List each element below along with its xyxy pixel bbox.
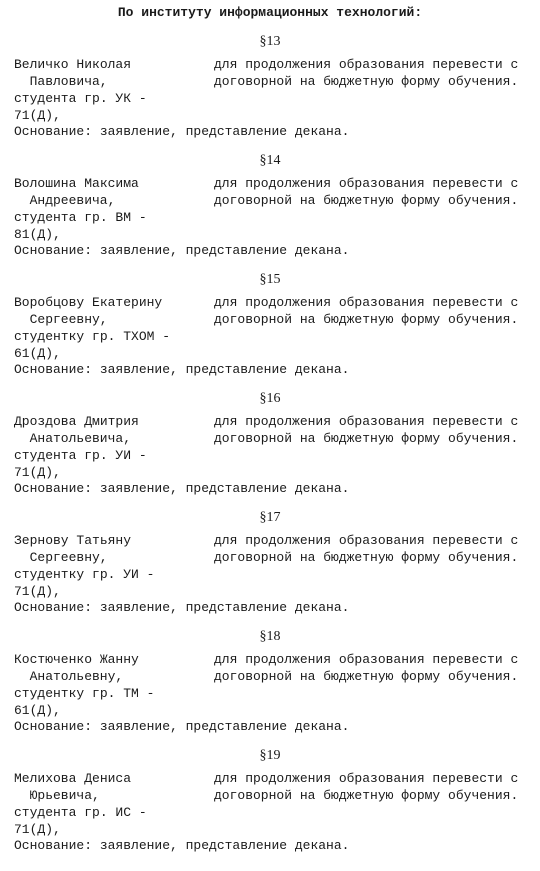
action-line: договорной на бюджетную форму обучения. [214,431,519,446]
action-text-block [214,413,536,447]
student-name-block [14,294,204,362]
student-name-block [14,56,204,124]
action-line: договорной на бюджетную форму обучения. [214,193,519,208]
action-text-block [214,532,536,566]
basis-line: Основание: заявление, представление декана. [14,600,350,615]
paragraph-number: §16 [259,391,281,406]
order-paragraph [0,628,540,748]
order-paragraph [0,152,540,272]
student-line: студента гр. УК - [14,91,147,106]
order-paragraph [0,747,540,867]
student-line: 61(Д), [14,703,61,718]
student-line: Павловича, [29,74,108,89]
student-line: Сергеевну, [29,550,108,565]
order-paragraph [0,509,540,629]
paragraph-number: §13 [259,34,281,49]
paragraph-number: §17 [259,510,281,525]
student-line: студентку гр. ТМ - [14,686,155,701]
action-line: договорной на бюджетную форму обучения. [214,312,519,327]
basis-line: Основание: заявление, представление декана. [14,838,350,853]
student-line: Анатольевича, [29,431,132,446]
student-line: Андреевича, [29,193,116,208]
student-line: Сергеевну, [29,312,108,327]
student-line: Зернову Татьяну [14,533,132,548]
student-line: Воробцову Екатерину [14,295,163,310]
action-line: договорной на бюджетную форму обучения. [214,669,519,684]
student-line: Мелихова Дениса [14,771,132,786]
student-line: Волошина Максима [14,176,139,191]
paragraph-number: §15 [259,272,281,287]
document-heading: По институту информационных технологий: [117,5,423,20]
student-line: Анатольевну, [29,669,124,684]
order-paragraph [0,271,540,391]
paragraph-number: §19 [259,748,281,763]
action-line: для продолжения образования перевести с [214,533,519,548]
student-line: Дроздова Дмитрия [14,414,139,429]
action-line: для продолжения образования перевести с [214,771,519,786]
student-line: 71(Д), [14,584,61,599]
action-text-block [214,770,536,804]
student-line: 71(Д), [14,822,61,837]
student-line: 71(Д), [14,465,61,480]
action-line: для продолжения образования перевести с [214,57,519,72]
action-text-block [214,175,536,209]
basis-line: Основание: заявление, представление декана. [14,481,350,496]
action-line: для продолжения образования перевести с [214,295,519,310]
order-paragraph [0,33,540,153]
student-line: 61(Д), [14,346,61,361]
action-text-block [214,294,536,328]
paragraph-number: §18 [259,629,281,644]
student-line: студентку гр. УИ - [14,567,155,582]
student-name-block [14,175,204,243]
student-name-block [14,413,204,481]
action-line: для продолжения образования перевести с [214,414,519,429]
order-paragraph [0,390,540,510]
action-text-block [214,651,536,685]
action-line: для продолжения образования перевести с [214,176,519,191]
action-text-block [214,56,536,90]
student-line: Юрьевича, [29,788,100,803]
student-name-block [14,532,204,600]
student-line: студента гр. ВМ - [14,210,147,225]
student-line: студента гр. УИ - [14,448,147,463]
student-line: студента гр. ИС - [14,805,147,820]
student-line: 81(Д), [14,227,61,242]
basis-line: Основание: заявление, представление декана. [14,719,350,734]
action-line: договорной на бюджетную форму обучения. [214,550,519,565]
student-line: 71(Д), [14,108,61,123]
student-line: Костюченко Жанну [14,652,139,667]
basis-line: Основание: заявление, представление декана. [14,243,350,258]
student-name-block [14,770,204,838]
action-line: договорной на бюджетную форму обучения. [214,74,519,89]
paragraph-number: §14 [259,153,281,168]
student-line: студентку гр. ТХОМ - [14,329,171,344]
basis-line: Основание: заявление, представление декана. [14,362,350,377]
basis-line: Основание: заявление, представление декана. [14,124,350,139]
action-line: для продолжения образования перевести с [214,652,519,667]
action-line: договорной на бюджетную форму обучения. [214,788,519,803]
student-name-block [14,651,204,719]
student-line: Величко Николая [14,57,132,72]
